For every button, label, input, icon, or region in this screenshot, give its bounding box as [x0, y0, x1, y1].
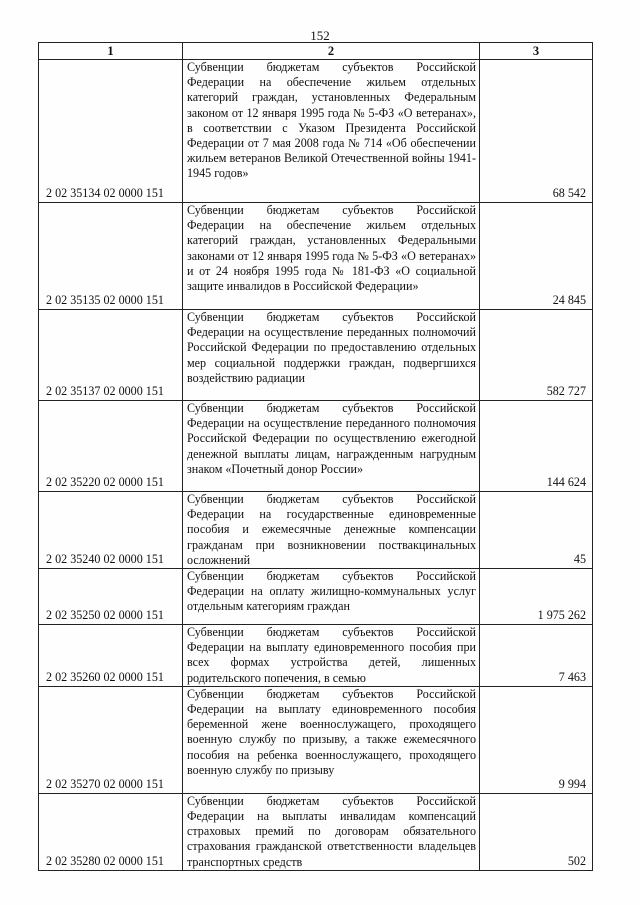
description-cell: Субвенции бюджетам субъектов Российской Федерации на выплату единовременного пособия беременной жене военнослужащего, проходящего военную службу по призыву, а также ежемесячного пособия на ребенка военнослужащего, проходящего военную службу по призыву — [183, 686, 480, 793]
description-cell: Субвенции бюджетам субъектов Российской Федерации на обеспечение жильем отдельных категорий граждан, установленных Федеральным законом от 12 января 1995 года № 5-ФЗ «О ветеранах», в соответствии с Указом Президента Российской Федерации от 7 мая 2008 года № 714 «Об обеспечении жильем ветеранов Великой Отечественной войны 1941-1945 годов» — [183, 60, 480, 203]
column-header-code: 1 — [39, 43, 183, 60]
amount-cell: 582 727 — [480, 310, 593, 401]
amount-cell: 7 463 — [480, 625, 593, 687]
column-header-amount: 3 — [480, 43, 593, 60]
table-row — [39, 686, 593, 793]
budget-code-cell: 2 02 35137 02 0000 151 — [39, 310, 183, 401]
table-header-row — [39, 43, 593, 60]
amount-cell: 9 994 — [480, 686, 593, 793]
description-cell: Субвенции бюджетам субъектов Российской Федерации на государственные единовременные пособия и ежемесячные денежные компенсации гражданам при возникновении поствакцинальных осложнений — [183, 492, 480, 569]
table-row — [39, 569, 593, 625]
table-row — [39, 492, 593, 569]
description-cell: Субвенции бюджетам субъектов Российской Федерации на обеспечение жильем отдельных категорий граждан, установленных Федеральными законами от 12 января 1995 года № 5-ФЗ «О ветеранах» и от 24 ноября 1995 года № 181-ФЗ «О социальной защите инвалидов в Российской Федерации» — [183, 203, 480, 310]
table-row — [39, 60, 593, 203]
table-row — [39, 793, 593, 870]
description-cell: Субвенции бюджетам субъектов Российской Федерации на выплату единовременного пособия при всех формах устройства детей, лишенных родительского попечения, в семью — [183, 625, 480, 687]
table-row — [39, 310, 593, 401]
budget-code-cell: 2 02 35220 02 0000 151 — [39, 401, 183, 492]
amount-cell: 502 — [480, 793, 593, 870]
budget-code-cell: 2 02 35135 02 0000 151 — [39, 203, 183, 310]
description-cell: Субвенции бюджетам субъектов Российской Федерации на оплату жилищно-коммунальных услуг отдельным категориям граждан — [183, 569, 480, 625]
amount-cell: 1 975 262 — [480, 569, 593, 625]
table-row — [39, 401, 593, 492]
budget-code-cell: 2 02 35240 02 0000 151 — [39, 492, 183, 569]
table-row — [39, 625, 593, 687]
budget-code-cell: 2 02 35250 02 0000 151 — [39, 569, 183, 625]
budget-table — [38, 42, 593, 871]
budget-code-cell: 2 02 35280 02 0000 151 — [39, 793, 183, 870]
budget-code-cell: 2 02 35270 02 0000 151 — [39, 686, 183, 793]
budget-code-cell: 2 02 35260 02 0000 151 — [39, 625, 183, 687]
description-cell: Субвенции бюджетам субъектов Российской Федерации на выплаты инвалидам компенсаций страховых премий по договорам обязательного страхования гражданской ответственности владельцев транспортных средств — [183, 793, 480, 870]
budget-code-cell: 2 02 35134 02 0000 151 — [39, 60, 183, 203]
amount-cell: 68 542 — [480, 60, 593, 203]
amount-cell: 45 — [480, 492, 593, 569]
page-number: 152 — [310, 28, 330, 43]
amount-cell: 24 845 — [480, 203, 593, 310]
column-header-description: 2 — [183, 43, 480, 60]
description-cell: Субвенции бюджетам субъектов Российской Федерации на осуществление переданных полномочий Российской Федерации по предоставлению отдельных мер социальной поддержки граждан, подвергшихся воздействию радиации — [183, 310, 480, 401]
table-row — [39, 203, 593, 310]
amount-cell: 144 624 — [480, 401, 593, 492]
description-cell: Субвенции бюджетам субъектов Российской Федерации на осуществление переданного полномочия Российской Федерации по осуществлению ежегодной денежной выплаты лицам, награжденным нагрудным знаком «Почетный донор России» — [183, 401, 480, 492]
